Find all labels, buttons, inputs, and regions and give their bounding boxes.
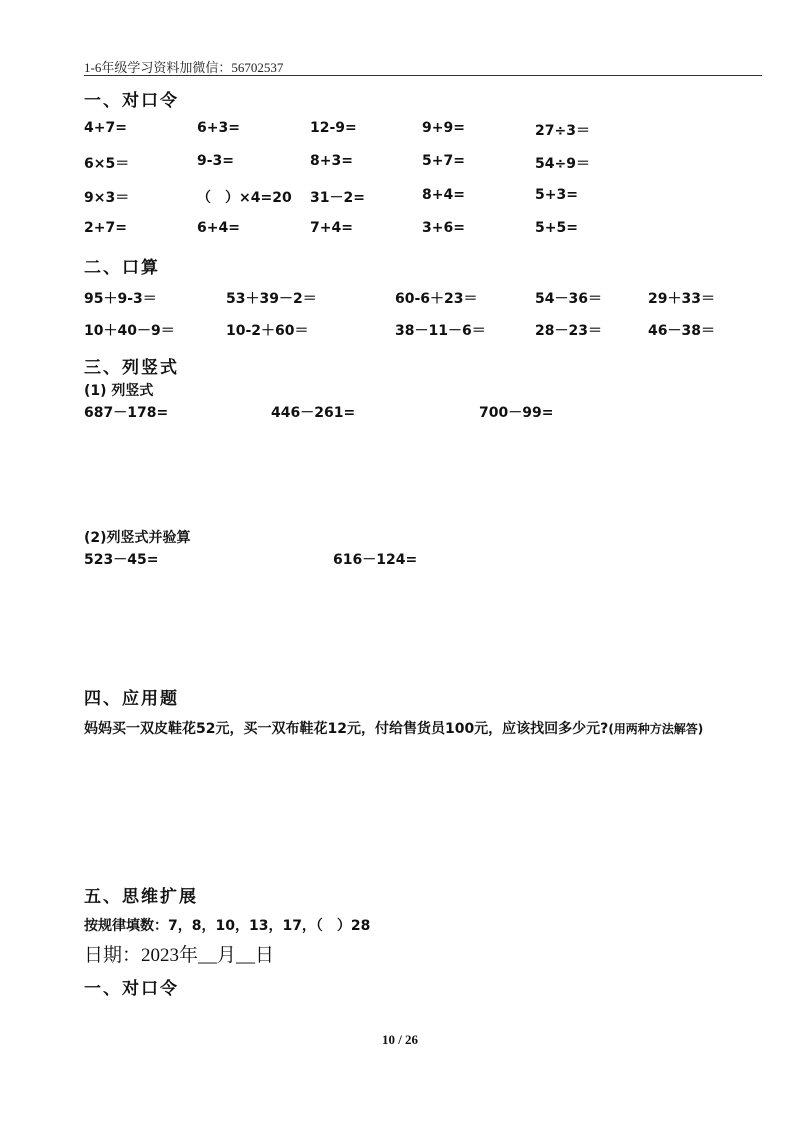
word-problem-note: (用两种方法解答) (608, 722, 704, 736)
oral-drill-item: 5+3= (535, 187, 578, 203)
oral-drill-item: 54÷9＝ (535, 156, 590, 172)
subsection-title-vertical: (1) 列竖式 (84, 383, 154, 399)
oral-drill-item: 5+7= (422, 153, 465, 169)
oral-drill-item: 9×3＝ (84, 190, 130, 206)
mental-math-item: 95＋9-3＝ (84, 291, 157, 307)
oral-drill-item: 4+7= (84, 120, 127, 136)
mental-math-item: 53＋39－2＝ (226, 291, 317, 307)
oral-drill-item: 2+7= (84, 220, 127, 236)
pattern-problem: 按规律填数：7，8，10，13，17，（ ）28 (84, 918, 371, 934)
oral-drill-item: 5+5= (535, 220, 578, 236)
oral-drill-item: 6+4= (197, 220, 240, 236)
mental-math-item: 54－36＝ (535, 291, 602, 307)
mental-math-item: 29＋33＝ (648, 291, 715, 307)
oral-drill-item: 31－2= (310, 190, 365, 206)
mental-math-item: 46－38＝ (648, 323, 715, 339)
oral-drill-item: 9-3= (197, 153, 235, 169)
oral-drill-item: 6+3= (197, 120, 240, 136)
oral-drill-item: 12-9= (310, 120, 357, 136)
mental-math-item: 60-6＋23＝ (395, 291, 478, 307)
oral-drill-item: 7+4= (310, 220, 353, 236)
section-title-word-problem: 四、应用题 (84, 689, 179, 709)
word-problem-text (84, 713, 774, 745)
vertical-calc-item: 446－261= (271, 405, 356, 421)
oral-drill-item: 6×5＝ (84, 156, 130, 172)
vertical-calc-item: 700－99= (479, 405, 554, 421)
section-title-oral-drill: 一、对口令 (84, 91, 179, 111)
mental-math-item: 10＋40－9＝ (84, 323, 175, 339)
oral-drill-item: （ ）×4=20 (197, 190, 292, 206)
mental-math-item: 38－11－6＝ (395, 323, 486, 339)
page-header: 1-6年级学习资料加微信：56702537 (84, 60, 284, 75)
section-title-mental-math: 二、口算 (84, 258, 160, 278)
section-title-thinking: 五、思维扩展 (84, 887, 198, 907)
next-section-title: 一、对口令 (84, 979, 179, 999)
oral-drill-item: 9+9= (422, 120, 465, 136)
mental-math-item: 28－23＝ (535, 323, 602, 339)
oral-drill-item: 3+6= (422, 220, 465, 236)
verify-calc-item: 616－124= (333, 552, 418, 568)
date-line: 日期：2023年__月__日 (84, 945, 275, 966)
word-problem-body: 妈妈买一双皮鞋花52元，买一双布鞋花12元，付给售货员100元，应该找回多少元? (84, 721, 609, 737)
oral-drill-item: 27÷3＝ (535, 123, 590, 139)
page-number: 10 / 26 (381, 1032, 419, 1047)
oral-drill-item: 8+3= (310, 153, 353, 169)
header-divider (84, 75, 762, 76)
section-title-vertical-calc: 三、列竖式 (84, 358, 179, 378)
verify-calc-item: 523－45= (84, 552, 159, 568)
mental-math-item: 10-2＋60＝ (226, 323, 309, 339)
subsection-title-verify: (2)列竖式并验算 (84, 530, 191, 546)
oral-drill-item: 8+4= (422, 187, 465, 203)
vertical-calc-item: 687－178= (84, 405, 169, 421)
